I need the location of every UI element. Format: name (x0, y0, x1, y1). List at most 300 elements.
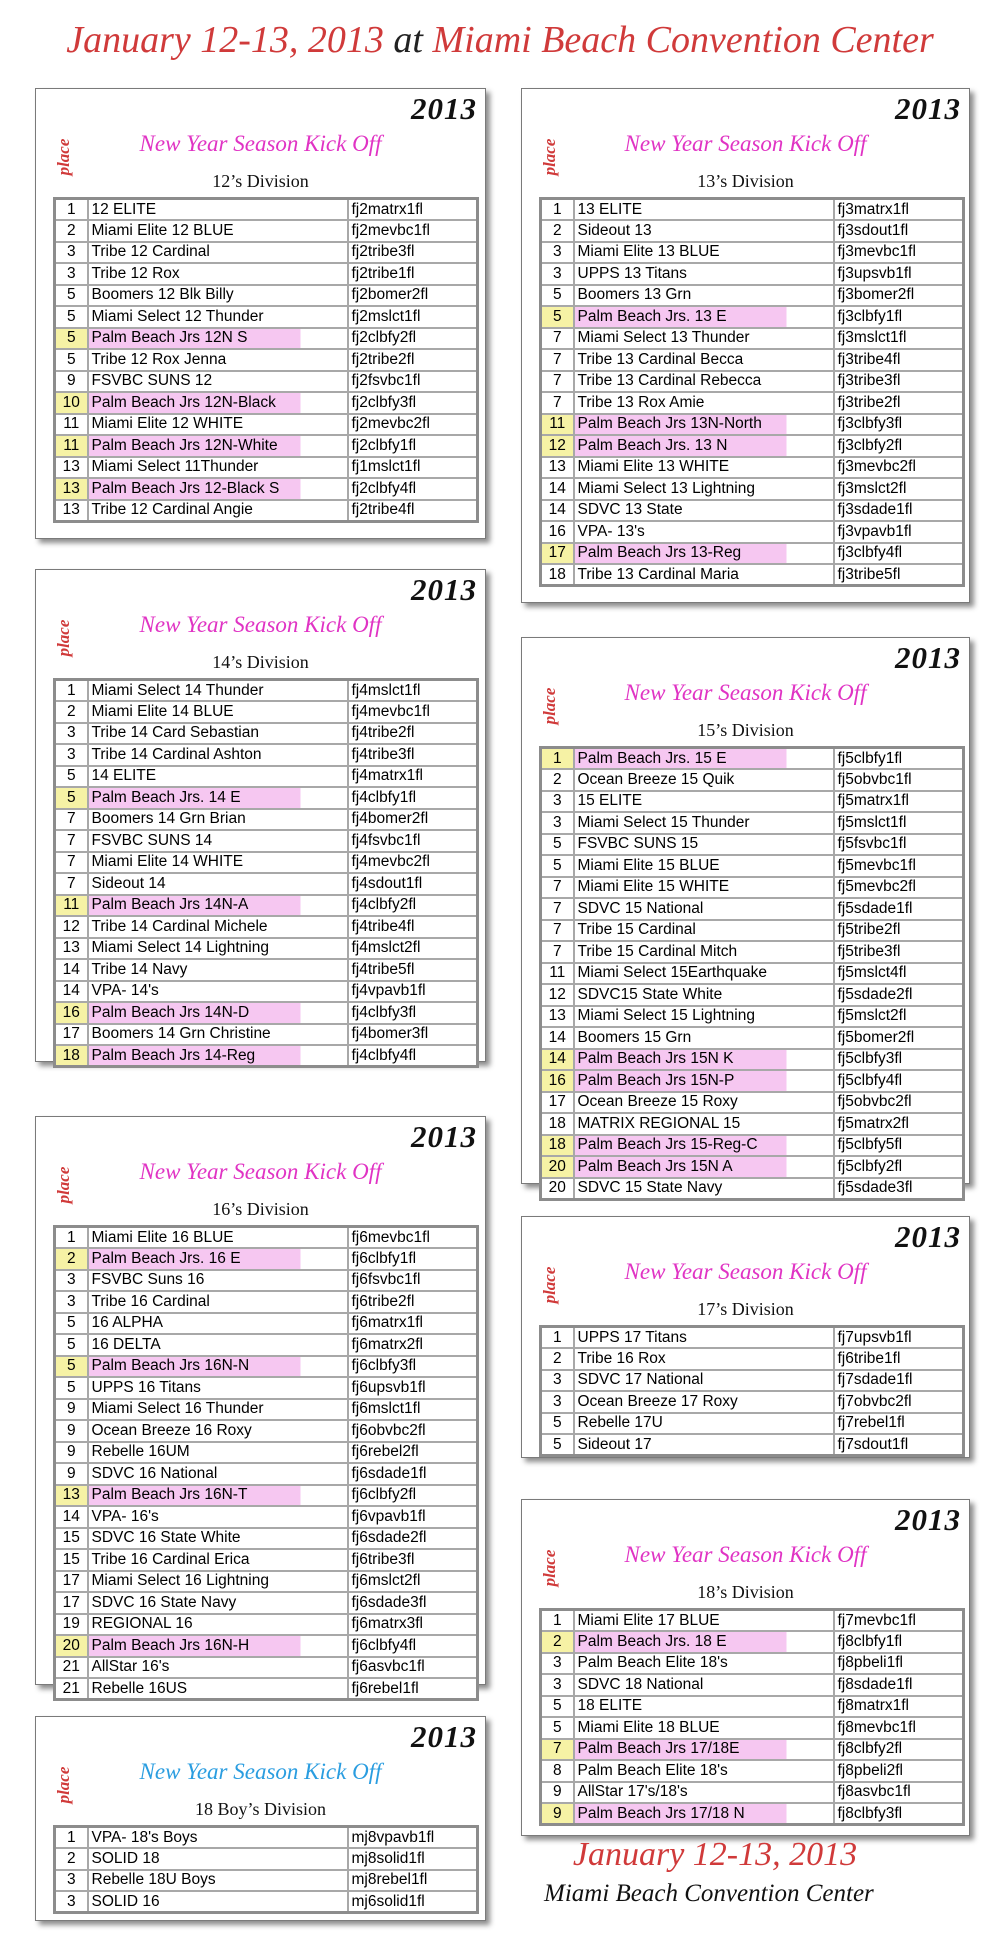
place-cell: 13 (55, 500, 88, 522)
place-cell: 17 (541, 543, 574, 565)
header-date: January 12-13, 2013 (66, 19, 384, 61)
team-cell: Miami Select 15Earthquake (574, 963, 834, 985)
place-cell: 9 (55, 371, 88, 393)
team-cell: Palm Beach Jrs. 13 E (574, 306, 834, 328)
place-cell: 2 (541, 769, 574, 791)
place-cell: 18 (541, 1135, 574, 1157)
code-cell: fj3sdade1fl (834, 500, 964, 522)
place-cell: 16 (541, 1070, 574, 1092)
place-cell: 16 (55, 1002, 88, 1024)
team-cell: Tribe 13 Cardinal Rebecca (574, 371, 834, 393)
footer-date: January 12-13, 2013 (572, 1836, 858, 1873)
place-cell: 11 (55, 435, 88, 457)
table-row (55, 349, 478, 371)
team-cell: Palm Beach Jrs 16N-T (88, 1485, 348, 1507)
place-cell: 5 (55, 1313, 88, 1335)
code-cell: fj8clbfy1fl (834, 1631, 964, 1653)
table-row (55, 981, 478, 1003)
place-label-text: place (540, 1266, 559, 1304)
place-cell: 3 (541, 1674, 574, 1696)
code-cell: fj6clbfy1fl (348, 1248, 478, 1270)
event-title: New Year Season Kick Off (139, 131, 382, 156)
event-title: New Year Season Kick Off (139, 612, 382, 637)
team-cell: Palm Beach Jrs. 18 E (574, 1631, 834, 1653)
table-row (541, 920, 964, 942)
table-row (541, 941, 964, 963)
code-cell: fj2clbfy3fl (348, 392, 478, 414)
code-cell: fj5matrx2fl (834, 1113, 964, 1135)
team-cell: Boomers 13 Grn (574, 285, 834, 307)
code-cell: fj5clbfy2fl (834, 1156, 964, 1178)
table-row (541, 328, 964, 350)
place-cell: 17 (55, 1571, 88, 1593)
place-cell: 5 (55, 306, 88, 328)
table-row (55, 1635, 478, 1657)
code-cell: fj8matrx1fl (834, 1696, 964, 1718)
team-cell: UPPS 16 Titans (88, 1377, 348, 1399)
team-cell: Boomers 14 Grn Brian (88, 809, 348, 831)
team-cell: Miami Select 16 Thunder (88, 1399, 348, 1421)
place-cell: 9 (55, 1399, 88, 1421)
division-title: 12’s Division (212, 171, 309, 191)
place-cell: 5 (541, 285, 574, 307)
code-cell: fj6tribe2fl (348, 1291, 478, 1313)
team-cell: SDVC 15 State Navy (574, 1178, 834, 1200)
place-cell: 9 (55, 1442, 88, 1464)
team-cell: FSVBC Suns 16 (88, 1270, 348, 1292)
team-cell: 16 DELTA (88, 1334, 348, 1356)
code-cell: mj8rebel1fl (348, 1870, 478, 1892)
place-cell: 20 (541, 1178, 574, 1200)
team-cell: Tribe 15 Cardinal Mitch (574, 941, 834, 963)
table-row (55, 1045, 478, 1067)
card-year: 2013 (895, 1502, 961, 1537)
team-cell: SDVC 16 State Navy (88, 1592, 348, 1614)
event-title: New Year Season Kick Off (139, 1159, 382, 1184)
division-card (35, 88, 486, 539)
code-cell: fj1mslct1fl (348, 457, 478, 479)
team-cell: Palm Beach Jrs 12N-White (88, 435, 348, 457)
results-table (53, 1225, 479, 1701)
place-label-text: place (540, 138, 559, 176)
team-cell: Palm Beach Jrs 17/18E (574, 1739, 834, 1761)
place-cell: 3 (541, 263, 574, 285)
team-cell: Tribe 12 Cardinal Angie (88, 500, 348, 522)
code-cell: fj6matrx1fl (348, 1313, 478, 1335)
team-cell: Rebelle 18U Boys (88, 1870, 348, 1892)
place-label-text: place (54, 138, 73, 176)
place-cell: 14 (541, 478, 574, 500)
place-cell: 20 (55, 1635, 88, 1657)
code-cell: fj6rebel2fl (348, 1442, 478, 1464)
table-row (541, 199, 964, 221)
code-cell: fj3vpavb1fl (834, 521, 964, 543)
code-cell: fj8sdade1fl (834, 1674, 964, 1696)
team-cell: REGIONAL 16 (88, 1614, 348, 1636)
team-cell: Sideout 13 (574, 220, 834, 242)
code-cell: fj8mevbc1fl (834, 1717, 964, 1739)
place-cell: 2 (55, 701, 88, 723)
team-cell: Palm Beach Jrs 16N-H (88, 1635, 348, 1657)
table-row (541, 564, 964, 586)
results-table (539, 1608, 965, 1826)
place-cell: 7 (55, 830, 88, 852)
code-cell: mj8solid1fl (348, 1848, 478, 1870)
code-cell: fj6clbfy2fl (348, 1485, 478, 1507)
team-cell: Palm Beach Jrs. 16 E (88, 1248, 348, 1270)
place-cell: 14 (55, 1506, 88, 1528)
team-cell: Tribe 13 Cardinal Becca (574, 349, 834, 371)
code-cell: fj2mevbc1fl (348, 220, 478, 242)
event-title: New Year Season Kick Off (624, 1259, 867, 1284)
table-row (541, 1610, 964, 1632)
team-cell: Palm Beach Jrs 15-Reg-C (574, 1135, 834, 1157)
table-row (541, 1178, 964, 1200)
place-cell: 5 (55, 1334, 88, 1356)
table-row (541, 1049, 964, 1071)
code-cell: fj4mslct1fl (348, 680, 478, 702)
page-header-title (0, 18, 1000, 62)
code-cell: fj6mslct2fl (348, 1571, 478, 1593)
team-cell: Ocean Breeze 16 Roxy (88, 1420, 348, 1442)
table-row (55, 435, 478, 457)
division-title: 18 Boy’s Division (194, 1799, 327, 1819)
code-cell: fj6matrx3fl (348, 1614, 478, 1636)
card-year: 2013 (411, 91, 477, 126)
team-cell: Palm Beach Jrs 14-Reg (88, 1045, 348, 1067)
table-row (541, 1739, 964, 1761)
code-cell: fj8clbfy2fl (834, 1739, 964, 1761)
place-cell: 1 (55, 680, 88, 702)
code-cell: fj5clbfy5fl (834, 1135, 964, 1157)
team-cell: Palm Beach Jrs 17/18 N (574, 1803, 834, 1825)
division-card (35, 1716, 486, 1921)
team-cell: Palm Beach Jrs 16N-N (88, 1356, 348, 1378)
place-cell: 14 (541, 1049, 574, 1071)
team-cell: SDVC 17 National (574, 1370, 834, 1392)
team-cell: Miami Select 15 Thunder (574, 812, 834, 834)
code-cell: fj4clbfy3fl (348, 1002, 478, 1024)
team-cell: Miami Select 13 Thunder (574, 328, 834, 350)
place-cell: 12 (55, 916, 88, 938)
team-cell: Miami Select 11Thunder (88, 457, 348, 479)
team-cell: Boomers 12 Blk Billy (88, 285, 348, 307)
place-cell: 5 (55, 328, 88, 350)
code-cell: fj3clbfy4fl (834, 543, 964, 565)
place-cell: 20 (541, 1156, 574, 1178)
team-cell: Palm Beach Jrs 13N-North (574, 414, 834, 436)
table-row (55, 1227, 478, 1249)
code-cell: fj2bomer2fl (348, 285, 478, 307)
table-row (55, 1442, 478, 1464)
division-card (521, 637, 970, 1196)
table-row (541, 748, 964, 770)
table-row (55, 959, 478, 981)
team-cell: 16 ALPHA (88, 1313, 348, 1335)
table-row (55, 478, 478, 500)
table-row (541, 1370, 964, 1392)
team-cell: SDVC 16 State White (88, 1528, 348, 1550)
code-cell: fj5mslct4fl (834, 963, 964, 985)
code-cell: fj6obvbc2fl (348, 1420, 478, 1442)
place-cell: 3 (541, 812, 574, 834)
team-cell: Tribe 14 Card Sebastian (88, 723, 348, 745)
place-cell: 17 (55, 1024, 88, 1046)
table-row (55, 1313, 478, 1335)
place-cell: 11 (541, 414, 574, 436)
table-row (55, 723, 478, 745)
table-row (541, 392, 964, 414)
table-row (541, 1434, 964, 1456)
table-row (55, 306, 478, 328)
team-cell: AllStar 17's/18's (574, 1782, 834, 1804)
table-row (541, 1113, 964, 1135)
team-cell: Tribe 14 Navy (88, 959, 348, 981)
table-row (55, 1248, 478, 1270)
team-cell: Tribe 12 Rox Jenna (88, 349, 348, 371)
table-row (55, 1848, 478, 1870)
code-cell: fj5clbfy1fl (834, 748, 964, 770)
table-row (55, 285, 478, 307)
table-row (541, 1760, 964, 1782)
place-cell: 1 (55, 1827, 88, 1849)
team-cell: Sideout 17 (574, 1434, 834, 1456)
team-cell: Miami Elite 13 BLUE (574, 242, 834, 264)
division-title: 14’s Division (212, 652, 309, 672)
code-cell: fj2mevbc2fl (348, 414, 478, 436)
place-cell: 17 (541, 1092, 574, 1114)
table-row (55, 1528, 478, 1550)
team-cell: FSVBC SUNS 14 (88, 830, 348, 852)
table-row (541, 1803, 964, 1825)
card-year: 2013 (411, 572, 477, 607)
table-row (541, 769, 964, 791)
event-title: New Year Season Kick Off (624, 1542, 867, 1567)
table-row (55, 1420, 478, 1442)
team-cell: SOLID 18 (88, 1848, 348, 1870)
division-title: 15’s Division (697, 720, 794, 740)
code-cell: fj8pbeli2fl (834, 1760, 964, 1782)
table-row (541, 963, 964, 985)
code-cell: fj3tribe4fl (834, 349, 964, 371)
code-cell: fj4vpavb1fl (348, 981, 478, 1003)
team-cell: Boomers 14 Grn Christine (88, 1024, 348, 1046)
team-cell: Palm Beach Jrs 14N-A (88, 895, 348, 917)
code-cell: fj5tribe2fl (834, 920, 964, 942)
team-cell: Miami Select 12 Thunder (88, 306, 348, 328)
place-cell: 7 (541, 349, 574, 371)
code-cell: fj8clbfy3fl (834, 1803, 964, 1825)
place-cell: 7 (541, 371, 574, 393)
code-cell: fj4tribe4fl (348, 916, 478, 938)
place-cell: 3 (55, 242, 88, 264)
place-cell: 15 (55, 1549, 88, 1571)
code-cell: fj5matrx1fl (834, 791, 964, 813)
table-row (541, 1653, 964, 1675)
table-row (541, 877, 964, 899)
code-cell: fj6tribe3fl (348, 1549, 478, 1571)
team-cell: VPA- 13's (574, 521, 834, 543)
place-cell: 7 (541, 877, 574, 899)
team-cell: Miami Elite 14 WHITE (88, 852, 348, 874)
team-cell: Palm Beach Jrs 15N-P (574, 1070, 834, 1092)
code-cell: fj5fsvbc1fl (834, 834, 964, 856)
table-row (55, 766, 478, 788)
team-cell: Miami Select 16 Lightning (88, 1571, 348, 1593)
place-cell: 7 (541, 898, 574, 920)
code-cell: fj3tribe2fl (834, 392, 964, 414)
place-cell: 7 (55, 873, 88, 895)
code-cell: fj8pbeli1fl (834, 1653, 964, 1675)
table-row (55, 701, 478, 723)
place-cell: 3 (541, 1391, 574, 1413)
place-cell: 3 (541, 791, 574, 813)
table-row (55, 1870, 478, 1892)
place-cell: 9 (55, 1463, 88, 1485)
team-cell: Miami Elite 12 BLUE (88, 220, 348, 242)
place-cell: 5 (541, 1696, 574, 1718)
place-cell: 13 (55, 1485, 88, 1507)
place-cell: 5 (55, 285, 88, 307)
code-cell: fj6fsvbc1fl (348, 1270, 478, 1292)
code-cell: fj5mevbc2fl (834, 877, 964, 899)
code-cell: fj5tribe3fl (834, 941, 964, 963)
place-cell: 11 (541, 963, 574, 985)
table-row (541, 834, 964, 856)
table-row (541, 349, 964, 371)
code-cell: fj3clbfy3fl (834, 414, 964, 436)
code-cell: fj4tribe5fl (348, 959, 478, 981)
place-cell: 7 (541, 328, 574, 350)
place-cell: 3 (541, 242, 574, 264)
team-cell: Tribe 16 Cardinal Erica (88, 1549, 348, 1571)
place-label-text: place (54, 1766, 73, 1804)
card-year: 2013 (411, 1119, 477, 1154)
table-row (541, 1696, 964, 1718)
team-cell: Tribe 13 Cardinal Maria (574, 564, 834, 586)
code-cell: mj6solid1fl (348, 1891, 478, 1913)
table-row (541, 1391, 964, 1413)
place-cell: 3 (55, 1891, 88, 1913)
table-row (541, 543, 964, 565)
team-cell: Palm Beach Jrs 15N K (574, 1049, 834, 1071)
code-cell: fj3mslct1fl (834, 328, 964, 350)
team-cell: SDVC 13 State (574, 500, 834, 522)
team-cell: SDVC 16 National (88, 1463, 348, 1485)
place-cell: 5 (541, 855, 574, 877)
code-cell: fj6tribe1fl (834, 1348, 964, 1370)
place-cell: 1 (541, 1327, 574, 1349)
table-row (541, 1092, 964, 1114)
team-cell: Palm Beach Elite 18's (574, 1653, 834, 1675)
table-row (55, 852, 478, 874)
table-row (55, 1463, 478, 1485)
team-cell: VPA- 18's Boys (88, 1827, 348, 1849)
team-cell: Miami Elite 16 BLUE (88, 1227, 348, 1249)
team-cell: 15 ELITE (574, 791, 834, 813)
table-row (541, 791, 964, 813)
code-cell: fj2tribe3fl (348, 242, 478, 264)
place-cell: 5 (55, 766, 88, 788)
team-cell: Tribe 12 Cardinal (88, 242, 348, 264)
code-cell: fj4tribe2fl (348, 723, 478, 745)
table-row (55, 500, 478, 522)
place-cell: 1 (541, 748, 574, 770)
table-row (55, 263, 478, 285)
place-cell: 3 (55, 744, 88, 766)
table-row (55, 1399, 478, 1421)
place-cell: 5 (541, 1413, 574, 1435)
card-year: 2013 (411, 1719, 477, 1754)
code-cell: fj8asvbc1fl (834, 1782, 964, 1804)
table-row (541, 855, 964, 877)
team-cell: Palm Beach Elite 18's (574, 1760, 834, 1782)
table-row (541, 457, 964, 479)
team-cell: Rebelle 16UM (88, 1442, 348, 1464)
place-cell: 7 (541, 1739, 574, 1761)
code-cell: fj5mslct1fl (834, 812, 964, 834)
division-card (521, 88, 970, 603)
event-title: New Year Season Kick Off (624, 131, 867, 156)
table-row (55, 457, 478, 479)
place-cell: 9 (541, 1803, 574, 1825)
table-row (55, 1356, 478, 1378)
team-cell: Miami Elite 15 BLUE (574, 855, 834, 877)
table-row (55, 414, 478, 436)
place-cell: 18 (541, 1113, 574, 1135)
division-card (521, 1499, 970, 1836)
table-row (55, 371, 478, 393)
team-cell: SDVC15 State White (574, 984, 834, 1006)
code-cell: fj2matrx1fl (348, 199, 478, 221)
code-cell: fj3mevbc1fl (834, 242, 964, 264)
table-row (541, 414, 964, 436)
results-table (53, 197, 479, 523)
table-row (541, 263, 964, 285)
table-row (55, 873, 478, 895)
place-cell: 17 (55, 1592, 88, 1614)
place-cell: 16 (541, 521, 574, 543)
code-cell: fj4mslct2fl (348, 938, 478, 960)
team-cell: Ocean Breeze 15 Roxy (574, 1092, 834, 1114)
code-cell: fj5sdade2fl (834, 984, 964, 1006)
place-cell: 13 (541, 457, 574, 479)
table-row (541, 435, 964, 457)
place-cell: 7 (55, 809, 88, 831)
code-cell: fj4sdout1fl (348, 873, 478, 895)
division-title: 16’s Division (212, 1199, 309, 1219)
table-row (55, 1827, 478, 1849)
team-cell: Miami Elite 17 BLUE (574, 1610, 834, 1632)
team-cell: Sideout 14 (88, 873, 348, 895)
table-row (541, 1327, 964, 1349)
code-cell: fj7rebel1fl (834, 1413, 964, 1435)
table-row (55, 242, 478, 264)
team-cell: Tribe 16 Rox (574, 1348, 834, 1370)
table-row (541, 1006, 964, 1028)
place-cell: 14 (541, 1027, 574, 1049)
code-cell: fj5sdade3fl (834, 1178, 964, 1200)
place-cell: 3 (55, 723, 88, 745)
code-cell: fj6asvbc1fl (348, 1657, 478, 1679)
code-cell: fj6mevbc1fl (348, 1227, 478, 1249)
place-cell: 1 (55, 199, 88, 221)
division-card (35, 1116, 486, 1697)
table-row (55, 1002, 478, 1024)
code-cell: fj4clbfy4fl (348, 1045, 478, 1067)
place-label-text: place (54, 1166, 73, 1204)
table-row (541, 500, 964, 522)
